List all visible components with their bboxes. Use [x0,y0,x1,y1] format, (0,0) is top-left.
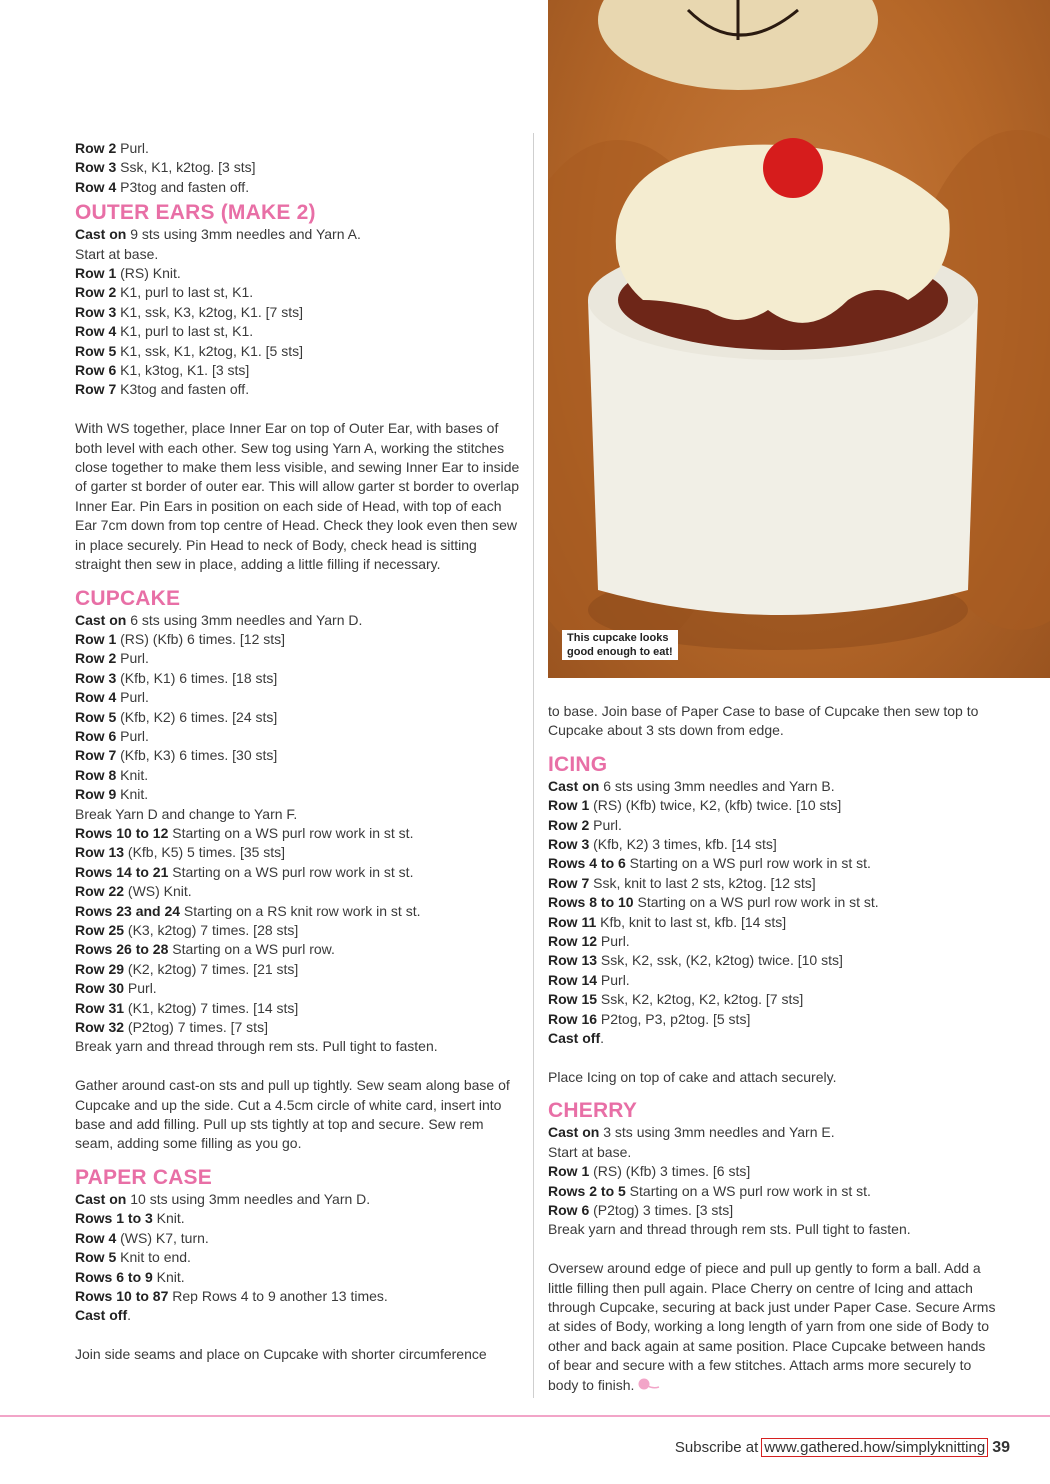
instruction-text: Purl. [124,980,157,997]
subscribe-link[interactable]: www.gathered.how/simplyknitting [761,1438,988,1457]
instruction-text: (WS) Knit. [124,883,192,900]
instruction-line [75,1268,520,1287]
instruction-line [75,979,520,998]
section-title-cupcake: CUPCAKE [75,586,181,610]
instruction-line [75,1248,520,1267]
instruction-label: Row 6 [548,1201,590,1218]
instruction-label: Row 5 [75,342,117,359]
instruction-label: Row 9 [75,786,117,803]
instruction-label: Row 6 [75,362,117,379]
instruction-line [548,1182,998,1201]
instruction-text: Ssk, K2, ssk, (K2, k2tog) twice. [10 sts] [597,952,843,969]
cherry [763,138,823,198]
instruction-text: Ssk, knit to last 2 sts, k2tog. [12 sts] [589,874,816,891]
instruction-text: (P2tog) 3 times. [3 sts] [589,1201,734,1218]
instruction-line [75,669,520,688]
instruction-label: Cast off [548,1030,601,1047]
instruction-label: Row 4 [75,323,117,340]
section-title-cherry: CHERRY [548,1099,638,1123]
instruction-line [548,893,998,912]
instruction-text: . [600,1030,605,1047]
instruction-line [75,649,520,668]
instruction-line [548,971,998,990]
instruction-label: Row 5 [75,708,117,725]
cupcake-photo [548,0,1050,678]
instruction-label: Rows 6 to 9 [75,1268,153,1285]
instruction-label: Row 3 [548,836,590,853]
instruction-line [548,1220,998,1239]
cupcake-paragraph: Gather around cast-on sts and pull up tightly. Sew seam along base of Cupcake and up the side. Cut a 4.5cm circle of white card, insert into base and add filling. Pull up sts tightly at top and secure. Sew rem seam, adding some filling as you go. [75,1077,510,1152]
instruction-text: Purl. [116,727,149,744]
instruction-line [75,380,520,399]
instruction-line [75,999,520,1018]
icing-paragraph: Place Icing on top of cake and attach securely. [548,1068,837,1085]
icing-instructions [548,777,998,1049]
instruction-text: Ssk, K1, k2tog. [3 sts] [116,159,256,176]
instruction-line [75,1287,520,1306]
instruction-label: Row 5 [75,1249,117,1266]
instruction-line [548,932,998,951]
instruction-line [548,1162,998,1181]
instruction-line [75,303,520,322]
instruction-label: Row 4 [75,689,117,706]
instruction-text: Ssk, K2, k2tog, K2, k2tog. [7 sts] [597,991,804,1008]
instruction-text: K1, purl to last st, K1. [116,323,254,340]
page-number: 39 [992,1438,1010,1456]
instruction-text: (Kfb, K2) 3 times, kfb. [14 sts] [589,836,777,853]
instruction-line [548,874,998,893]
instruction-text: (WS) K7, turn. [116,1229,209,1246]
instruction-text: Purl. [116,140,149,156]
instruction-line [75,342,520,361]
instruction-line [75,1190,520,1209]
instruction-text: (RS) (Kfb) twice, K2, (kfb) twice. [10 sts] [589,797,842,814]
cherry-paragraph [548,1259,998,1395]
instruction-line [75,139,520,158]
instruction-label: Cast on [548,1124,600,1141]
instruction-line [75,264,520,283]
intro-rows [75,139,520,197]
instruction-text: K1, purl to last st, K1. [116,284,254,301]
instruction-text: Purl. [597,971,630,988]
instruction-label: Cast on [548,777,600,794]
instruction-line [75,225,520,244]
instruction-label: Cast on [75,1190,127,1207]
caption-line: This cupcake looks [567,632,669,644]
instruction-label: Row 6 [75,727,117,744]
instruction-line [75,158,520,177]
instruction-text: Knit to end. [116,1249,191,1266]
instruction-text: (K3, k2tog) 7 times. [28 sts] [124,922,299,939]
instruction-text: 9 sts using 3mm needles and Yarn A. [126,226,361,243]
instruction-text: Rep Rows 4 to 9 another 13 times. [168,1287,388,1304]
instruction-label: Row 13 [75,844,125,861]
instruction-line [75,843,520,862]
instruction-text: K1, ssk, K1, k2tog, K1. [5 sts] [116,342,303,359]
instruction-label: Cast on [75,226,127,243]
instruction-text: Start at base. [548,1143,632,1160]
instruction-label: Row 2 [75,140,117,156]
instruction-label: Row 4 [75,178,117,195]
instruction-line [75,178,520,197]
instruction-label: Row 8 [75,766,117,783]
instruction-label: Cast off [75,1307,128,1324]
instruction-text: Purl. [589,816,622,833]
instruction-line [75,805,520,824]
instruction-text: K1, k3tog, K1. [3 sts] [116,362,250,379]
outer-ears-paragraph: With WS together, place Inner Ear on top of Outer Ear, with bases of both level with each other. Sew tog using Yarn A, working the stitches close together to make them less visible, and sewing Inner Ear to inside of garter st border of outer ear. This will allow garter st border to overlap Inner Ear. Pin Ears in position on each side of Head, with top of each Ear 7cm down from top centre of Head. Check they look even then sew in place securely. Pin Head to neck of Body, check head is sitting straight then sew in place, adding a little filling if necessary. [75,420,520,573]
instruction-line [75,960,520,979]
instruction-label: Row 1 [548,1163,590,1180]
instruction-text: Knit. [116,786,149,803]
instruction-text: Knit. [152,1210,185,1227]
footer-prefix: Subscribe at [674,1439,759,1456]
instruction-text: (Kfb, K1) 6 times. [18 sts] [116,669,278,686]
instruction-text: 10 sts using 3mm needles and Yarn D. [126,1190,371,1207]
instruction-label: Row 16 [548,1010,598,1027]
instruction-line [548,777,998,796]
instruction-label: Row 13 [548,952,598,969]
instruction-text: Break Yarn D and change to Yarn F. [75,805,298,822]
instruction-line [75,882,520,901]
instruction-line [548,796,998,815]
instruction-text: (RS) (Kfb) 3 times. [6 sts] [589,1163,751,1180]
instruction-label: Row 11 [548,913,597,930]
instruction-text: Starting on a WS purl row work in st st. [625,1182,871,1199]
instruction-text: Starting on a WS purl row. [168,941,335,958]
instruction-text: Starting on a WS purl row work in st st. [633,894,879,911]
instruction-label: Row 1 [75,630,117,647]
instruction-text: (Kfb, K5) 5 times. [35 sts] [124,844,286,861]
instruction-text: Purl. [116,650,149,667]
instruction-label: Rows 14 to 21 [75,863,169,880]
photo-caption [562,630,678,660]
instruction-text: Kfb, knit to last st, kfb. [14 sts] [596,913,787,930]
instruction-line [75,688,520,707]
instruction-line [75,785,520,804]
instruction-line [75,708,520,727]
instruction-text: Knit. [152,1268,185,1285]
instruction-label: Row 15 [548,991,598,1008]
instruction-line [548,1201,998,1220]
instruction-text: P3tog and fasten off. [116,178,250,195]
instruction-text: Break yarn and thread through rem sts. Pull tight to fasten. [75,1038,438,1055]
cupcake-illustration [548,0,1050,678]
cherry-instructions [548,1123,998,1239]
page-footer [675,1438,1010,1457]
instruction-label: Rows 10 to 12 [75,824,169,841]
instruction-line [75,940,520,959]
instruction-line [75,1229,520,1248]
instruction-label: Row 25 [75,922,125,939]
instruction-label: Row 1 [548,797,590,814]
instruction-text: 3 sts using 3mm needles and Yarn E. [599,1124,835,1141]
instruction-text: (K1, k2tog) 7 times. [14 sts] [124,999,299,1016]
instruction-line [548,854,998,873]
instruction-text: (Kfb, K3) 6 times. [30 sts] [116,747,278,764]
instruction-line [548,1010,998,1029]
instruction-label: Rows 23 and 24 [75,902,181,919]
instruction-label: Row 14 [548,971,598,988]
instruction-label: Row 7 [75,747,117,764]
instruction-line [75,322,520,341]
instruction-text: Start at base. [75,245,159,262]
instruction-label: Row 12 [548,933,598,950]
paper-case-instructions [75,1190,520,1326]
instruction-text: 6 sts using 3mm needles and Yarn D. [126,611,363,628]
instruction-line [548,990,998,1009]
instruction-line [75,611,520,630]
instruction-line [548,1029,998,1048]
instruction-line [75,361,520,380]
instruction-line [75,921,520,940]
instruction-text: Knit. [116,766,149,783]
instruction-label: Row 4 [75,1229,117,1246]
instruction-label: Row 2 [548,816,590,833]
instruction-line [75,766,520,785]
caption-line: good enough to eat! [567,646,673,658]
instruction-line [548,1123,998,1142]
cupcake-instructions [75,611,520,1057]
instruction-line [548,951,998,970]
instruction-label: Row 32 [75,1019,125,1036]
continuation-paragraph: to base. Join base of Paper Case to base of Cupcake then sew top to Cupcake about 3 sts down from edge. [548,703,979,739]
instruction-label: Row 22 [75,883,125,900]
section-title-paper-case: PAPER CASE [75,1165,212,1189]
instruction-line [75,727,520,746]
instruction-label: Row 3 [75,159,117,176]
instruction-text: Starting on a WS purl row work in st st. [625,855,871,872]
instruction-line [548,835,998,854]
footer-rule [0,1415,1050,1417]
instruction-text: Starting on a RS knit row work in st st. [180,902,421,919]
instruction-label: Row 2 [75,650,117,667]
instruction-text: K3tog and fasten off. [116,381,250,398]
outer-ears-instructions [75,225,520,400]
instruction-text: 6 sts using 3mm needles and Yarn B. [599,777,835,794]
instruction-label: Row 31 [75,999,125,1016]
instruction-label: Row 3 [75,303,117,320]
instruction-text: (RS) Knit. [116,265,181,282]
right-column [548,702,998,1396]
instruction-text: P2tog, P3, p2tog. [5 sts] [597,1010,751,1027]
instruction-label: Rows 1 to 3 [75,1210,153,1227]
instruction-label: Row 7 [548,874,590,891]
yarn-ball-icon [638,1376,660,1395]
instruction-text: Starting on a WS purl row work in st st. [168,824,414,841]
instruction-line [75,630,520,649]
instruction-line [75,746,520,765]
instruction-label: Row 30 [75,980,125,997]
cherry-paragraph-text: Oversew around edge of piece and pull up gently to form a ball. Add a little filling then pull again. Place Cherry on centre of Icing and attach through Cupcake, securing at back just under Paper Case. Secure Arms at sides of Body, working a long length of yarn from one side of Body to other and back again at same position. Place Cupcake between hands of bear and secure with a few stitches. Attach arms more securely to body to finish. [548,1260,996,1393]
instruction-line [75,1209,520,1228]
instruction-text: Starting on a WS purl row work in st st. [168,863,414,880]
instruction-line [75,1306,520,1325]
instruction-text: (K2, k2tog) 7 times. [21 sts] [124,960,299,977]
instruction-line [548,913,998,932]
instruction-text: . [127,1307,132,1324]
instruction-label: Rows 2 to 5 [548,1182,626,1199]
instruction-label: Row 3 [75,669,117,686]
instruction-line [548,1143,998,1162]
instruction-label: Rows 26 to 28 [75,941,169,958]
instruction-text: (RS) (Kfb) 6 times. [12 sts] [116,630,286,647]
instruction-label: Row 29 [75,960,125,977]
instruction-text: Purl. [116,689,149,706]
instruction-line [75,1037,520,1056]
instruction-text: (P2tog) 7 times. [7 sts] [124,1019,268,1036]
instruction-label: Row 2 [75,284,117,301]
paper-case-paragraph: Join side seams and place on Cupcake with shorter circumference [75,1346,487,1363]
section-title-outer-ears: OUTER EARS (MAKE 2) [75,201,316,225]
instruction-line [75,1018,520,1037]
instruction-label: Rows 8 to 10 [548,894,634,911]
instruction-label: Row 7 [75,381,117,398]
instruction-line [75,824,520,843]
instruction-text: K1, ssk, K3, k2tog, K1. [7 sts] [116,303,303,320]
instruction-text: Purl. [597,933,630,950]
instruction-line [548,816,998,835]
instruction-label: Rows 4 to 6 [548,855,626,872]
instruction-line [75,245,520,264]
instruction-line [75,283,520,302]
instruction-text: Break yarn and thread through rem sts. Pull tight to fasten. [548,1221,911,1238]
instruction-label: Cast on [75,611,127,628]
instruction-label: Row 1 [75,265,117,282]
instruction-text: (Kfb, K2) 6 times. [24 sts] [116,708,278,725]
instruction-line [75,902,520,921]
section-title-icing: ICING [548,752,608,776]
instruction-line [75,863,520,882]
instruction-label: Rows 10 to 87 [75,1287,169,1304]
left-column [75,139,520,1365]
column-divider [533,133,534,1398]
